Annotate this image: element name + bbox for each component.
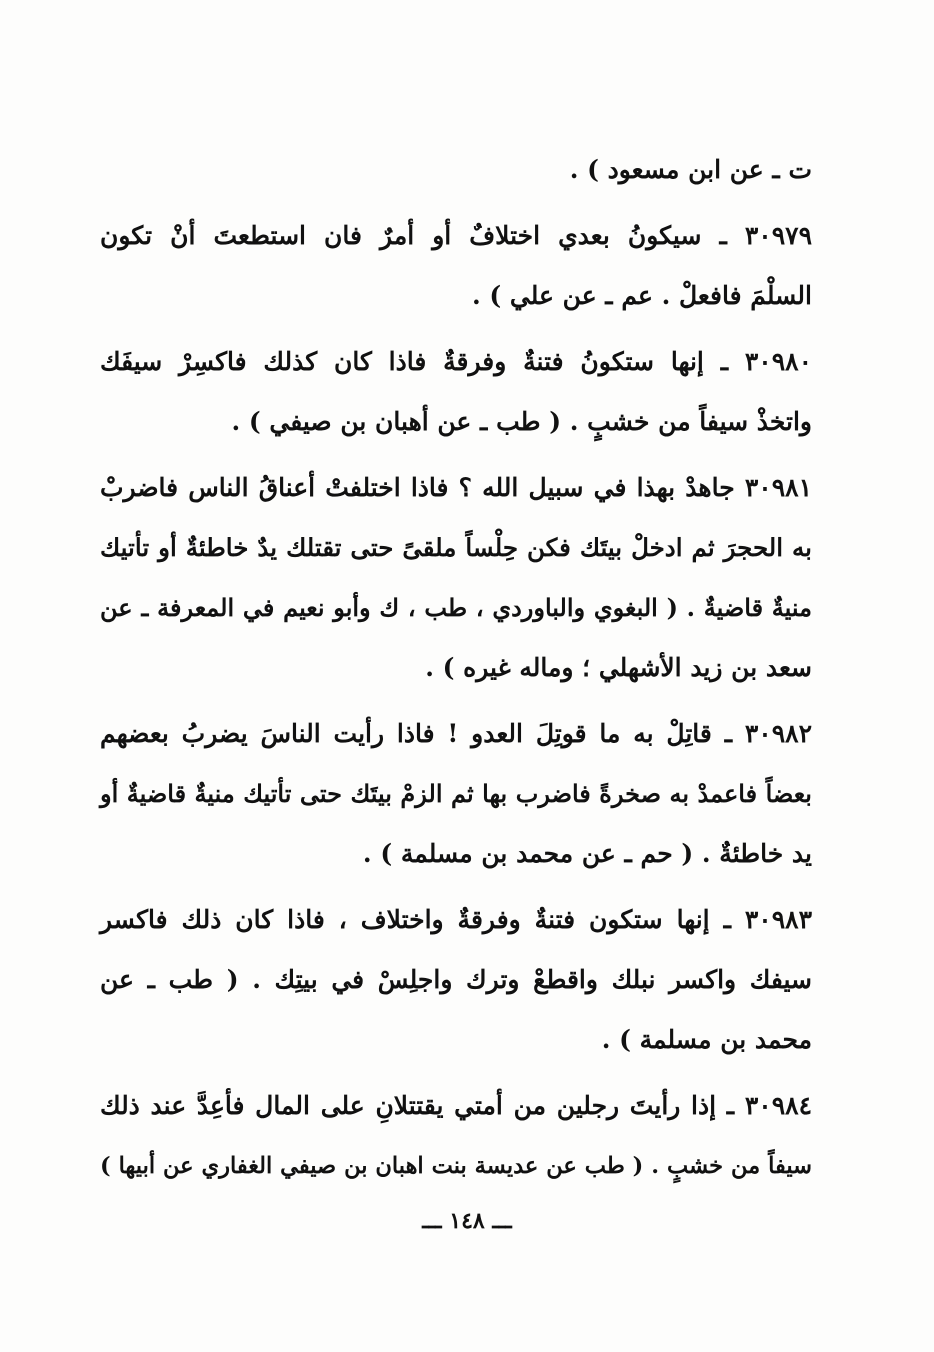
text-line-5: واتخذْ سيفاً من خشبٍ . ( طب ـ عن أهبان بن صيفي ) . [231, 407, 812, 436]
text-line-2: ٣٠٩٧٩ ـ سيكونُ بعدي اختلافٌ أو أمرٌ فان استطعتَ أنْ تكون [100, 221, 812, 250]
text-line-16: ٣٠٩٨٤ ـ إذا رأيتَ رجلين من أمتي يقتتلانِ على المال فأعِدَّ عند ذلك [100, 1091, 812, 1120]
text-line-4: ٣٠٩٨٠ ـ إنها ستكونُ فتنةٌ وفرقةٌ فاذا كان كذلك فاكسِرْ سيفَك [100, 347, 812, 376]
text-line-6: ٣٠٩٨١ جاهدْ بهذا في سبيل الله ؟ فاذا اختلفتْ أعناقُ الناس فاضربْ [100, 473, 812, 502]
text-line-1: ت ـ عن ابن مسعود ) . [569, 155, 812, 184]
text-line-12: يد خاطئةٌ . ( حم ـ عن محمد بن مسلمة ) . [362, 839, 812, 868]
text-line-7: به الحجرَ ثم ادخلْ بيتَك فكن حِلْساً ملقىً حتى تقتلك يدٌ خاطئةٌ أو تأتيك [100, 533, 812, 562]
text-line-10: ٣٠٩٨٢ ـ قاتِلْ به ما قوتِلَ العدو ! فاذا رأيت الناسَ يضربُ بعضهم [100, 719, 812, 748]
text-line-14: سيفك واكسر نبلك واقطعْ وترك واجلِسْ في بيتِك . ( طب ـ عن [100, 965, 812, 994]
page-body-text [100, 140, 812, 1196]
text-line-9: سعد بن زيد الأشهلي ؛ وماله غيره ) . [425, 653, 812, 682]
text-line-8: منيةٌ قاضيةٌ . ( البغوي والباوردي ، طب ، ك وأبو نعيم في المعرفة ـ عن [100, 593, 812, 622]
text-line-17: سيفاً من خشبٍ . ( طب عن عديسة بنت اهبان بن صيفي الغفاري عن أبيها ) [100, 1153, 812, 1179]
text-line-11: بعضاً فاعمدْ به صخرةً فاضرب بها ثم الزمْ بيتَك حتى تأتيك منيةٌ قاضيةٌ أو [100, 779, 812, 808]
text-line-15: محمد بن مسلمة ) . [601, 1025, 812, 1054]
text-line-13: ٣٠٩٨٣ ـ إنها ستكون فتنةٌ وفرقةٌ واختلاف ، فاذا كان ذلك فاكسر [100, 905, 812, 934]
text-line-3: السلْمَ فافعلْ . عم ـ عن علي ) . [471, 281, 812, 310]
page-number: ـــ ١٤٨ ـــ [422, 1208, 512, 1234]
